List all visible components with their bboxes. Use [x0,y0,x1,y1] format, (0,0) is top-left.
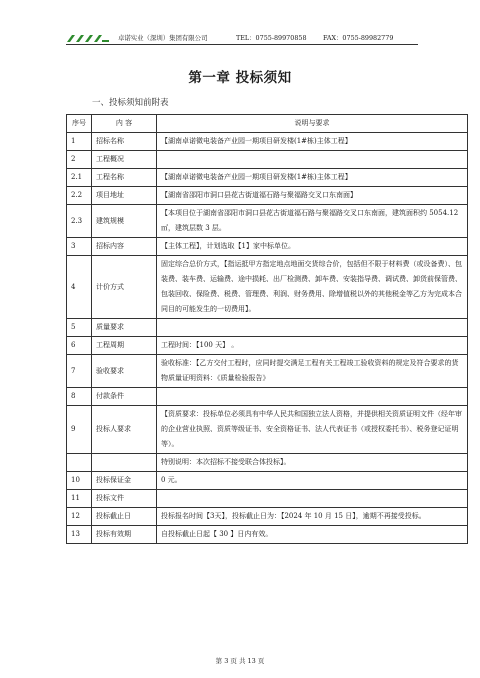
page-header [66,30,418,45]
row-item: 招标内容 [92,238,157,256]
company-logo-icon [66,34,110,43]
row-requirement [157,319,468,337]
row-no [67,454,92,472]
row-no: 10 [67,472,92,490]
row-no: 5 [67,319,92,337]
table-row [67,151,468,169]
table-row [67,490,468,508]
row-item: 投标保证金 [92,472,157,490]
table-row [67,133,468,151]
row-item: 招标名称 [92,133,157,151]
row-item: 投标文件 [92,490,157,508]
row-no: 11 [67,490,92,508]
row-item: 投标截止日 [92,508,157,526]
table-row [67,406,468,454]
row-requirement: 工程时间：【100 天】 。 [157,337,468,355]
table-row [67,355,468,388]
row-no: 4 [67,256,92,319]
row-requirement: 【本项目位于湖南省邵阳市洞口县花古街道福石路与聚福路交叉口东南面，建筑面积约 5054.12 ㎡，建筑层数 3 层。 [157,205,468,238]
table-row [67,526,468,544]
table-row [67,169,468,187]
row-requirement: 【主体工程】，计划选取【1】家中标单位。 [157,238,468,256]
row-requirement: 特别说明：本次招标不接受联合体投标】。 [157,454,468,472]
row-no: 8 [67,388,92,406]
row-no: 2.3 [67,205,92,238]
row-requirement: 【湖南省邵阳市洞口县花古街道福石路与聚福路交叉口东南面】 [157,187,468,205]
row-no: 1 [67,133,92,151]
row-requirement: 【湖南卓诺微电装备产业园一期项目研发楼(1#栋)主体工程】 [157,169,468,187]
row-requirement [157,388,468,406]
row-item [92,454,157,472]
row-item: 付款条件 [92,388,157,406]
header-requirements: 说明与要求 [157,115,468,133]
row-requirement [157,490,468,508]
row-requirement: 验收标准：【乙方交付工程时，应同时提交满足工程有关工程竣工验收资料的规定及符合要求的货物质量证明资料：《质量检验报告》 [157,355,468,388]
table-row [67,472,468,490]
table-row [67,319,468,337]
row-requirement: 固定综合总价方式，【指运抵甲方指定地点地面交货综合价，包括但不限于材料费（或设备费）、包装费、装车费、运输费、途中损耗、出厂检测费、卸车费、安装指导费、调试费、卸货前保管费、包装回收、保险费、税费、管理费、利润、财务费用、除增值税以外的其他税金等乙方为完成本合同目的可能发生的一切费用】。 [157,256,468,319]
row-requirement [157,151,468,169]
row-no: 13 [67,526,92,544]
table-row [67,256,468,319]
section-title: 一、投标须知前附表 [92,98,169,108]
row-no: 2.2 [67,187,92,205]
table-row [67,388,468,406]
row-no: 6 [67,337,92,355]
table-row [67,337,468,355]
row-no: 2.1 [67,169,92,187]
chapter-title: 第一章 投标须知 [188,70,292,86]
row-item: 投标人要求 [92,406,157,454]
row-no: 9 [67,406,92,454]
row-item: 投标有效期 [92,526,157,544]
table-row [67,187,468,205]
row-requirement: 【湖南卓诺微电装备产业园一期项目研发楼(1#栋)主体工程】 [157,133,468,151]
page-number: 第 3 页 共 13 页 [215,657,265,665]
header-no: 序号 [67,115,92,133]
header-item: 内 容 [92,115,157,133]
row-item: 质量要求 [92,319,157,337]
row-item: 工程名称 [92,169,157,187]
row-item: 工程概况 [92,151,157,169]
row-requirement: 【资质要求：投标单位必须具有中华人民共和国独立法人资格，并提供相关资质证明文件（经年审的企业营业执照、资质等级证书、安全资格证书、法人代表证书（或授权委托书）、税务登记证明等）。 [157,406,468,454]
row-no: 2 [67,151,92,169]
table-row [67,238,468,256]
row-no: 12 [67,508,92,526]
row-requirement: 自投标截止日起【 30 】日内有效。 [157,526,468,544]
header-company: 卓诺实业（深圳）集团有限公司 [118,34,208,42]
header-tel: TEL：0755-89970858 [236,34,307,42]
row-item: 工程周期 [92,337,157,355]
header-fax: FAX：0755-89982779 [323,34,394,42]
row-requirement: 投标报名时间【3天】，投标截止日为：【2024 年 10 月 15 日】，逾期不再接受投标。 [157,508,468,526]
table-row [67,508,468,526]
row-item: 项目地址 [92,187,157,205]
row-requirement: 0 元。 [157,472,468,490]
table-header-row [67,115,468,133]
table-row [67,454,468,472]
table-row [67,205,468,238]
row-item: 建筑规模 [92,205,157,238]
row-no: 3 [67,238,92,256]
row-item: 计价方式 [92,256,157,319]
bidding-notice-table [66,114,468,544]
row-no: 7 [67,355,92,388]
row-item: 验收要求 [92,355,157,388]
